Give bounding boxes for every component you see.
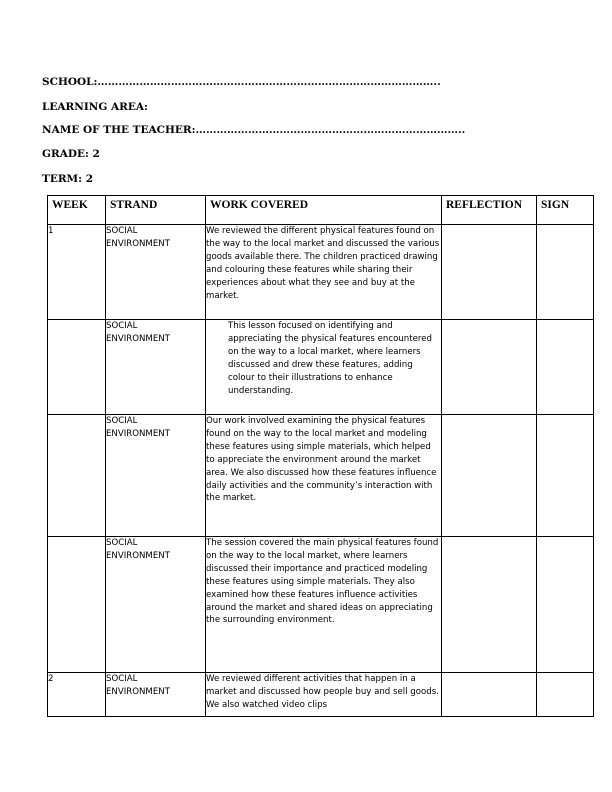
work-covered-cell: We reviewed different activities that happen in a market and discussed how people buy and sell goods. We also watched video clips [206, 673, 442, 717]
sign-cell [537, 537, 594, 673]
week-cell [48, 320, 106, 415]
reflection-cell [442, 320, 537, 415]
strand-line: ENVIRONMENT [106, 686, 170, 697]
week-cell: 1 [48, 225, 106, 320]
strand-cell [106, 225, 206, 320]
sign-cell [537, 225, 594, 320]
school-label: SCHOOL:…………………………………………………………………………………….. [42, 76, 441, 88]
sign-cell [537, 415, 594, 537]
table-row [48, 415, 594, 537]
sign-cell [537, 673, 594, 717]
reflection-cell [442, 225, 537, 320]
table-header-row [48, 196, 594, 225]
strand-line: SOCIAL [106, 674, 138, 684]
grade-label: GRADE: 2 [42, 148, 100, 160]
column-header-strand: STRAND [106, 196, 206, 225]
reflection-cell [442, 537, 537, 673]
column-header-work-covered: WORK COVERED [206, 196, 442, 225]
table-row [48, 320, 594, 415]
week-cell [48, 537, 106, 673]
strand-line: ENVIRONMENT [106, 238, 170, 249]
work-covered-cell: This lesson focused on identifying and appreciating the physical features encountered on the way to a local market, where learners discussed and drew these features, adding colour to their illustrations to enhance understanding. [206, 320, 442, 415]
week-cell [48, 415, 106, 537]
reflection-cell [442, 673, 537, 717]
work-covered-cell: We reviewed the different physical features found on the way to the local market and discussed the various goods available there. The children practiced drawing and colouring these features while sharing their experiences about what they see and buy at the market. [206, 225, 442, 320]
strand-line: ENVIRONMENT [106, 333, 170, 344]
reflection-cell [442, 415, 537, 537]
strand-cell [106, 537, 206, 673]
week-cell: 2 [48, 673, 106, 717]
work-covered-cell: The session covered the main physical features found on the way to the local market, where learners discussed their importance and practiced modeling these features using simple materials. They also examined how these features influence activities around the market and shared ideas on appreciating the surrounding environment. [206, 537, 442, 673]
work-covered-cell: Our work involved examining the physical features found on the way to the local market and modeling these features using simple materials, which helped to appreciate the environment around the market area. We also discussed how these features influence daily activities and the community’s interaction with the market. [206, 415, 442, 537]
table-row [48, 225, 594, 320]
strand-line: SOCIAL [106, 321, 138, 331]
sign-cell [537, 320, 594, 415]
strand-cell [106, 673, 206, 717]
strand-line: SOCIAL [106, 416, 138, 426]
strand-line: SOCIAL [106, 226, 138, 236]
column-header-sign: SIGN [537, 196, 594, 225]
strand-cell [106, 415, 206, 537]
strand-line: SOCIAL [106, 538, 138, 548]
learning-area-label: LEARNING AREA: [42, 101, 148, 113]
column-header-reflection: REFLECTION [442, 196, 537, 225]
table-row [48, 673, 594, 717]
teacher-name-label: NAME OF THE TEACHER:………………………………………………………………….. [42, 124, 466, 136]
column-header-week: WEEK [48, 196, 106, 225]
table-row [48, 537, 594, 673]
work-covered-table [47, 195, 594, 717]
strand-line: ENVIRONMENT [106, 550, 170, 561]
term-label: TERM: 2 [42, 173, 94, 185]
strand-cell [106, 320, 206, 415]
strand-line: ENVIRONMENT [106, 428, 170, 439]
